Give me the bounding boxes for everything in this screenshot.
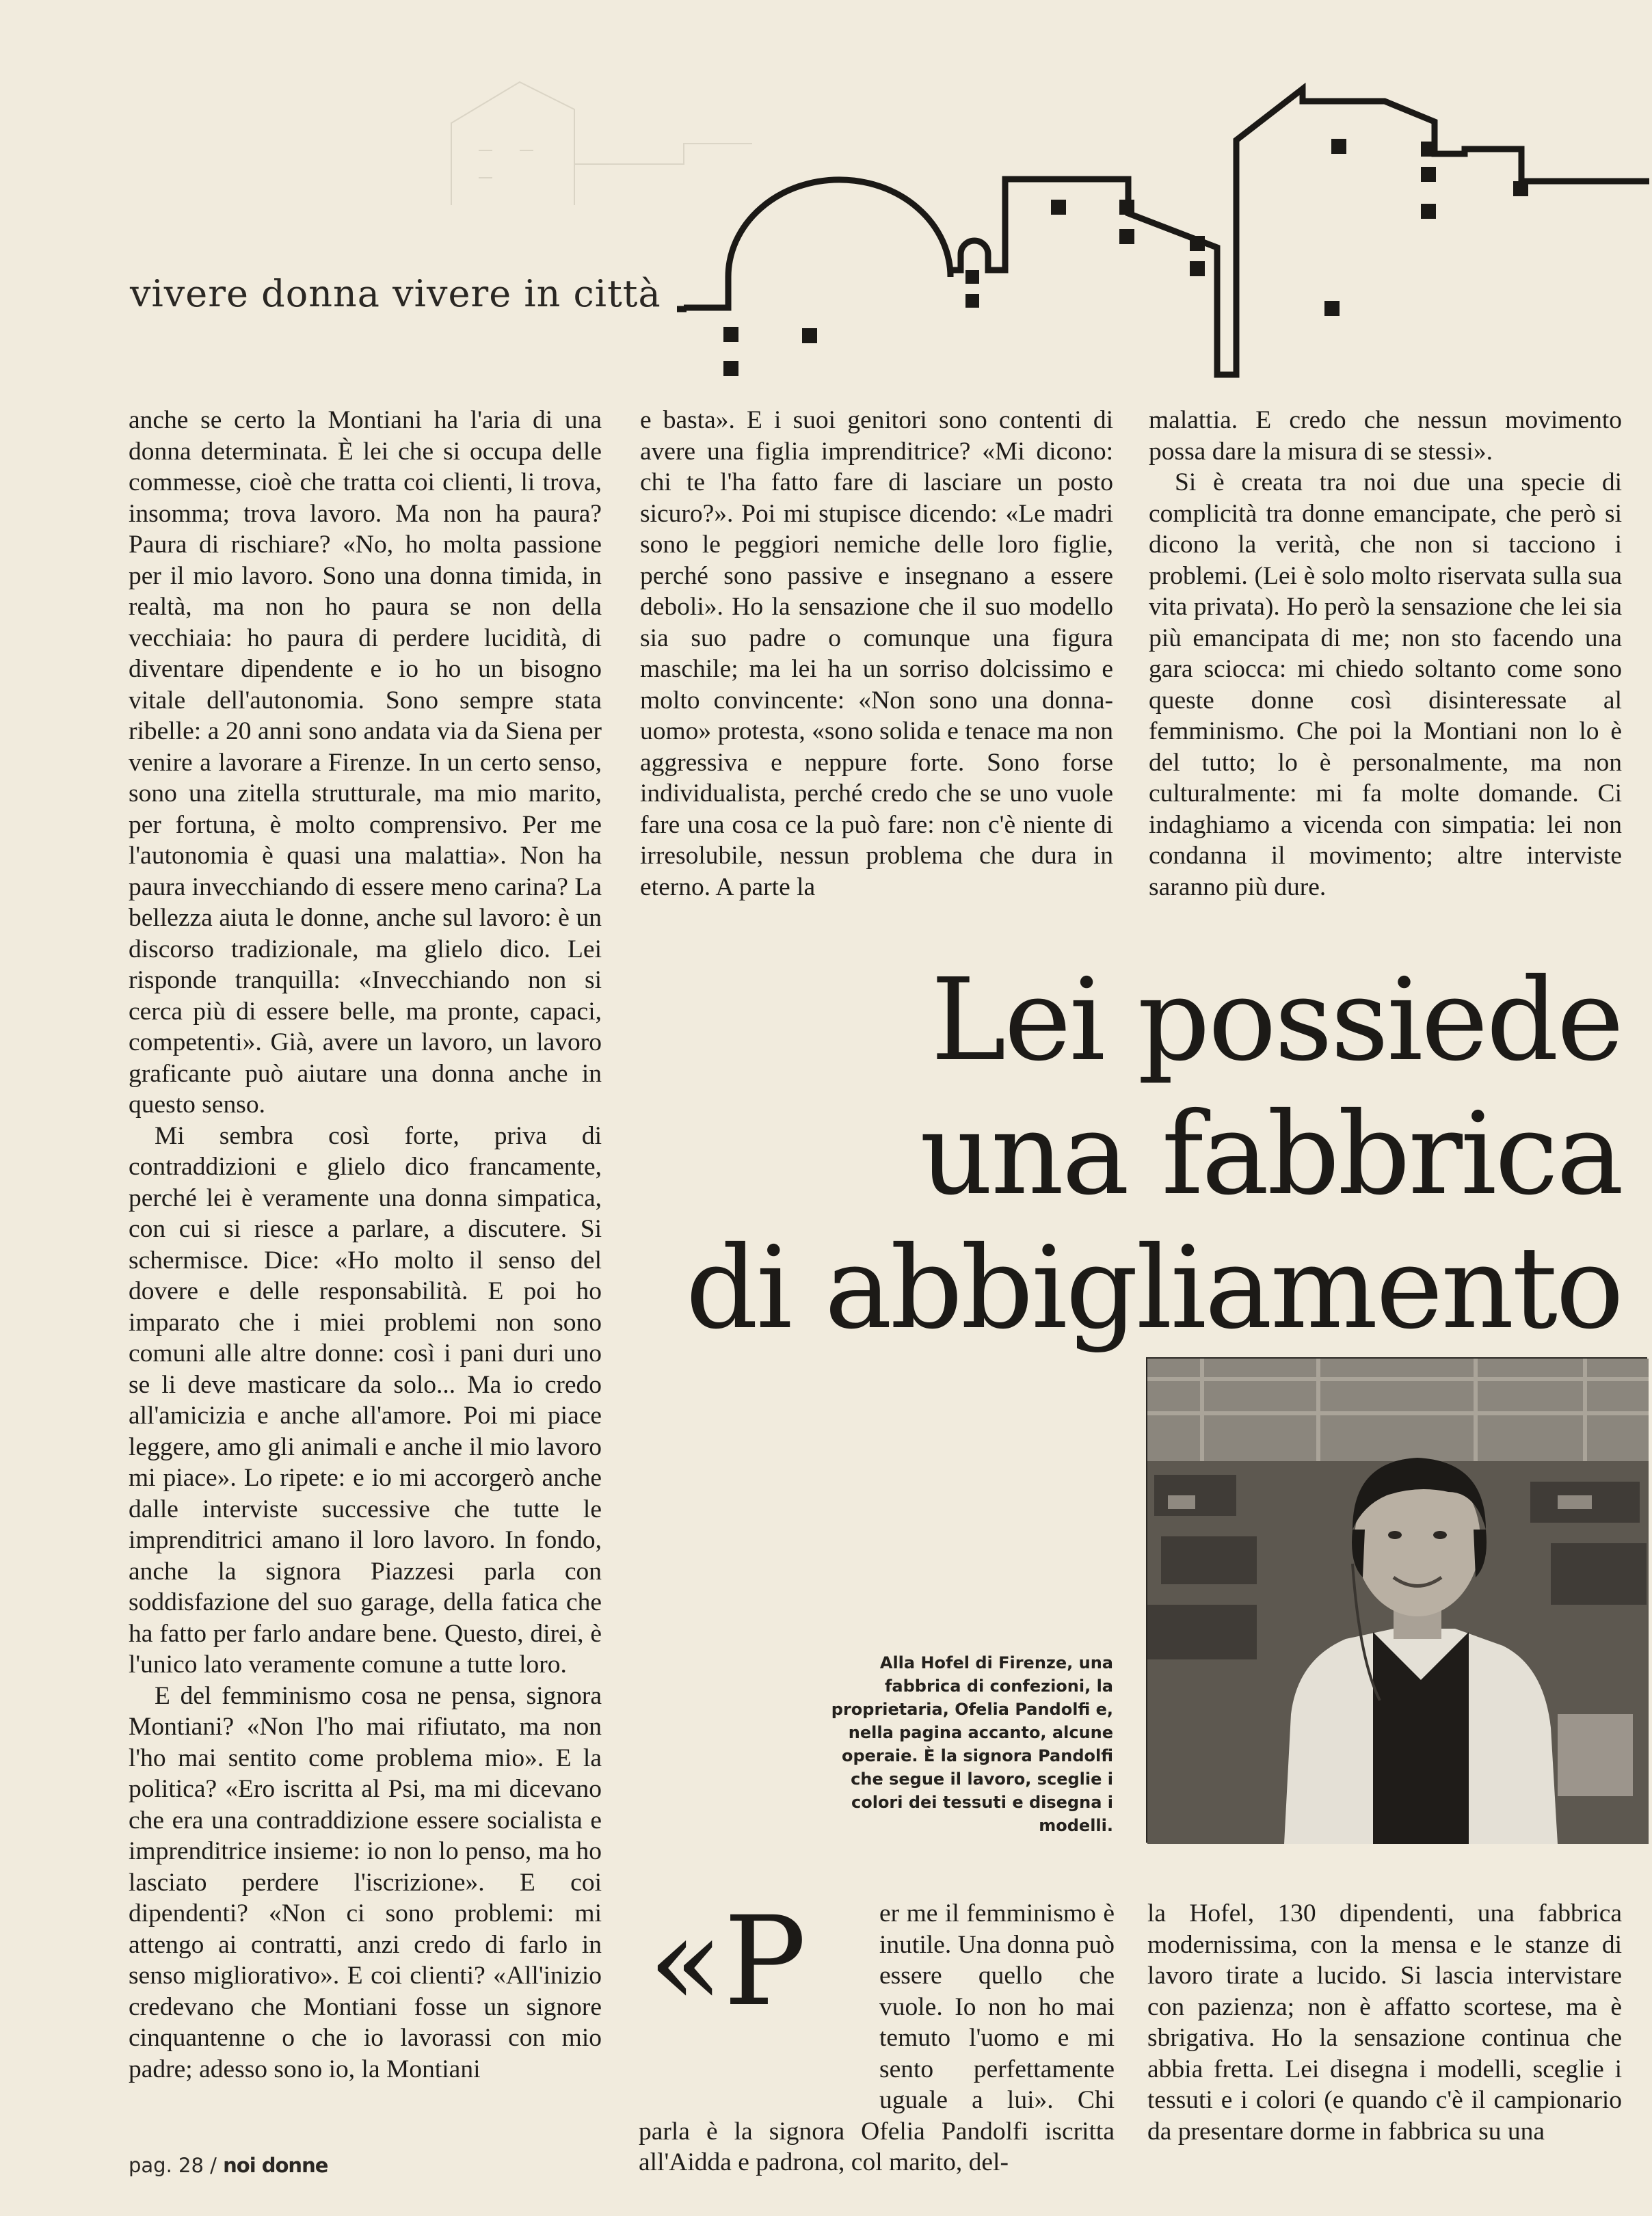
portrait-photo <box>1146 1357 1647 1843</box>
article-column-3 <box>1149 405 1622 901</box>
paragraph: malattia. E credo che nessun movimento possa dare la misura di se stessi». <box>1149 406 1622 466</box>
paragraph: Si è creata tra noi due una specie di complicità tra donne emancipate, che però si dicono la verità, che non si tacciono i problemi. (Lei è solo molto riservata sulla sua vita privata). Ho però la sensazione che lei sia più emancipata di me; non sto facendo una gara sciocca: mi chiedo soltanto come sono queste donne così disinteressate al femminismo. Che poi la Montiani non lo è del tutto; lo è personalmente, ma non culturalmente: mi fa molte domande. Ci indaghiamo a vicenda con simpatia: lei non condanna il movimento; altre interviste saranno più dure. <box>1149 468 1622 901</box>
article-column-2-lower <box>639 1898 1115 2176</box>
article-column-3-lower <box>1147 1898 1622 2146</box>
article-column-1 <box>129 405 602 2100</box>
photo-caption: Alla Hofel di Firenze, una fabbrica di confezioni, la proprietaria, Ofelia Pandolfi e, nella pagina accanto, alcune operaie. È la signora Pandolfi che segue il lavoro, sceglie i colori dei tessuti e disegna i modelli. <box>831 1653 1113 1835</box>
page-number: pag. 28 / <box>129 2154 217 2177</box>
headline-line: di abbigliamento <box>685 1223 1622 1354</box>
lead-wrap <box>639 1898 1115 2178</box>
dropcap-space <box>639 1898 879 2115</box>
city-skyline-illustration <box>0 0 1652 410</box>
magazine-name: noi donne <box>223 2154 328 2177</box>
paragraph: la Hofel, 130 dipendenti, una fabbrica modernissima, con la mensa e le stanze di lavoro tirate a lucido. Si lascia intervistare con pazienza; non è affatto scortese, ma è sbrigativa. Ho la sensazione continua che abbia fretta. Lei disegna i modelli, sceglie i tessuti e i colori (e quando c'è il campionario da presentare dorme in fabbrica su una <box>1147 1899 1622 2146</box>
paragraph: anche se certo la Montiani ha l'aria di una donna determinata. È lei che si occupa delle commesse, cioè che tratta coi clienti, li trova, insomma; trova lavoro. Ma non ha paura? Paura di rischiare? «No, ho molta passione per il mio lavoro. Sono una donna timida, in realtà, ma non ho paura se non della vecchiaia: ho paura di perdere lucidità, di diventare dipendente e io ho un bisogno vitale dell'autonomia. Sono sempre stata ribelle: a 20 anni sono andata via da Siena per venire a lavorare a Firenze. In un certo senso, sono una zitella strutturale, ma mio marito, per fortuna, è molto comprensivo. Per me l'autonomia è quasi una malattia». Non ha paura invecchiando di essere meno carina? La bellezza aiuta le donne, anche sul lavoro: è un discorso tradizionale, ma glielo dico. Lei risponde tranquilla: «Invecchiando non si cerca più di essere belle, ma pronte, capaci, competenti». Già, avere un lavoro, un lavoro graficante può aiutare una donna anche in questo senso. <box>129 406 602 1119</box>
headline-line: Lei possiede <box>931 955 1622 1086</box>
section-rubric: vivere donna vivere in città <box>130 272 661 315</box>
headline-line: una fabbrica <box>920 1089 1622 1220</box>
paragraph: Mi sembra così forte, priva di contraddizioni e glielo dico francamente, perché lei è veramente una donna simpatica, con cui si riesce a parlare, a discutere. Si schermisce. Dice: «Ho molto il senso del dovere e delle responsabilità. E poi ho imparato che i miei problemi non sono comuni alle altre donne: così i pani duri uno se li deve masticare da solo... Ma io credo all'amicizia e anche all'amore. Poi mi piace leggere, amo gli animali e anche il mio lavoro mi piace». Lo ripete: e io mi accorgerò anche dalle interviste successive che tutte le imprenditrici amano il loro lavoro. In fondo, anche la signora Piazzesi parla con soddisfazione del suo garage, della fatica che ha fatto per farlo andare bene. Questo, direi, è l'unico lato veramente comune a tutte loro. <box>129 1121 602 1679</box>
paragraph: e basta». E i suoi genitori sono contenti di avere una figlia imprenditrice? «Mi dicono: chi te l'ha fatto fare di lasciare un posto sicuro?». Poi mi stupisce dicendo: «Le madri sono le peggiori nemiche delle loro figlie, perché sono passive e insegnano a essere deboli». Ho la sensazione che il suo modello sia suo padre o comunque una figura maschile; ma lei ha un sorriso dolcissimo e molto convincente: «Non sono una donna-uomo» protesta, «sono solida e tenace ma non aggressiva e neppure forte. Sono forse individualista, perché credo che se uno vuole fare una cosa ce la può fare: non c'è niente di irresolubile, nessun problema che dura in eterno. A parte la <box>640 406 1113 901</box>
article-column-2 <box>640 405 1113 901</box>
paragraph: er me il femminismo è inutile. Una donna può essere quello che vuole. Io non ho mai temuto l'uomo e mi sento perfettamente uguale a lui». Chi parla è la signora Ofelia Pandolfi iscritta all'Aidda e padrona, col marito, del- <box>639 1899 1115 2176</box>
drop-cap: «P <box>648 1891 807 2033</box>
article-headline <box>665 954 1622 1356</box>
page-footer <box>129 2154 328 2177</box>
paragraph: E del femminismo cosa ne pensa, signora Montiani? «Non l'ho mai rifiutato, ma non l'ho mai sentito come problema mio». E la politica? «Ero iscritta al Psi, ma mi dicevano che era una contraddizione essere socialista e imprenditrice insieme: io non lo penso, ma ho lasciato perdere l'iscrizione». E coi dipendenti? «Non ci sono problemi: mi attengo ai contratti, anzi credo di farlo in senso migliorativo». E coi clienti? «All'inizio credevano che Montiani fosse un signore cinquantenne o che io lavorassi con mio padre; adesso sono io, la Montiani <box>129 1681 602 2083</box>
